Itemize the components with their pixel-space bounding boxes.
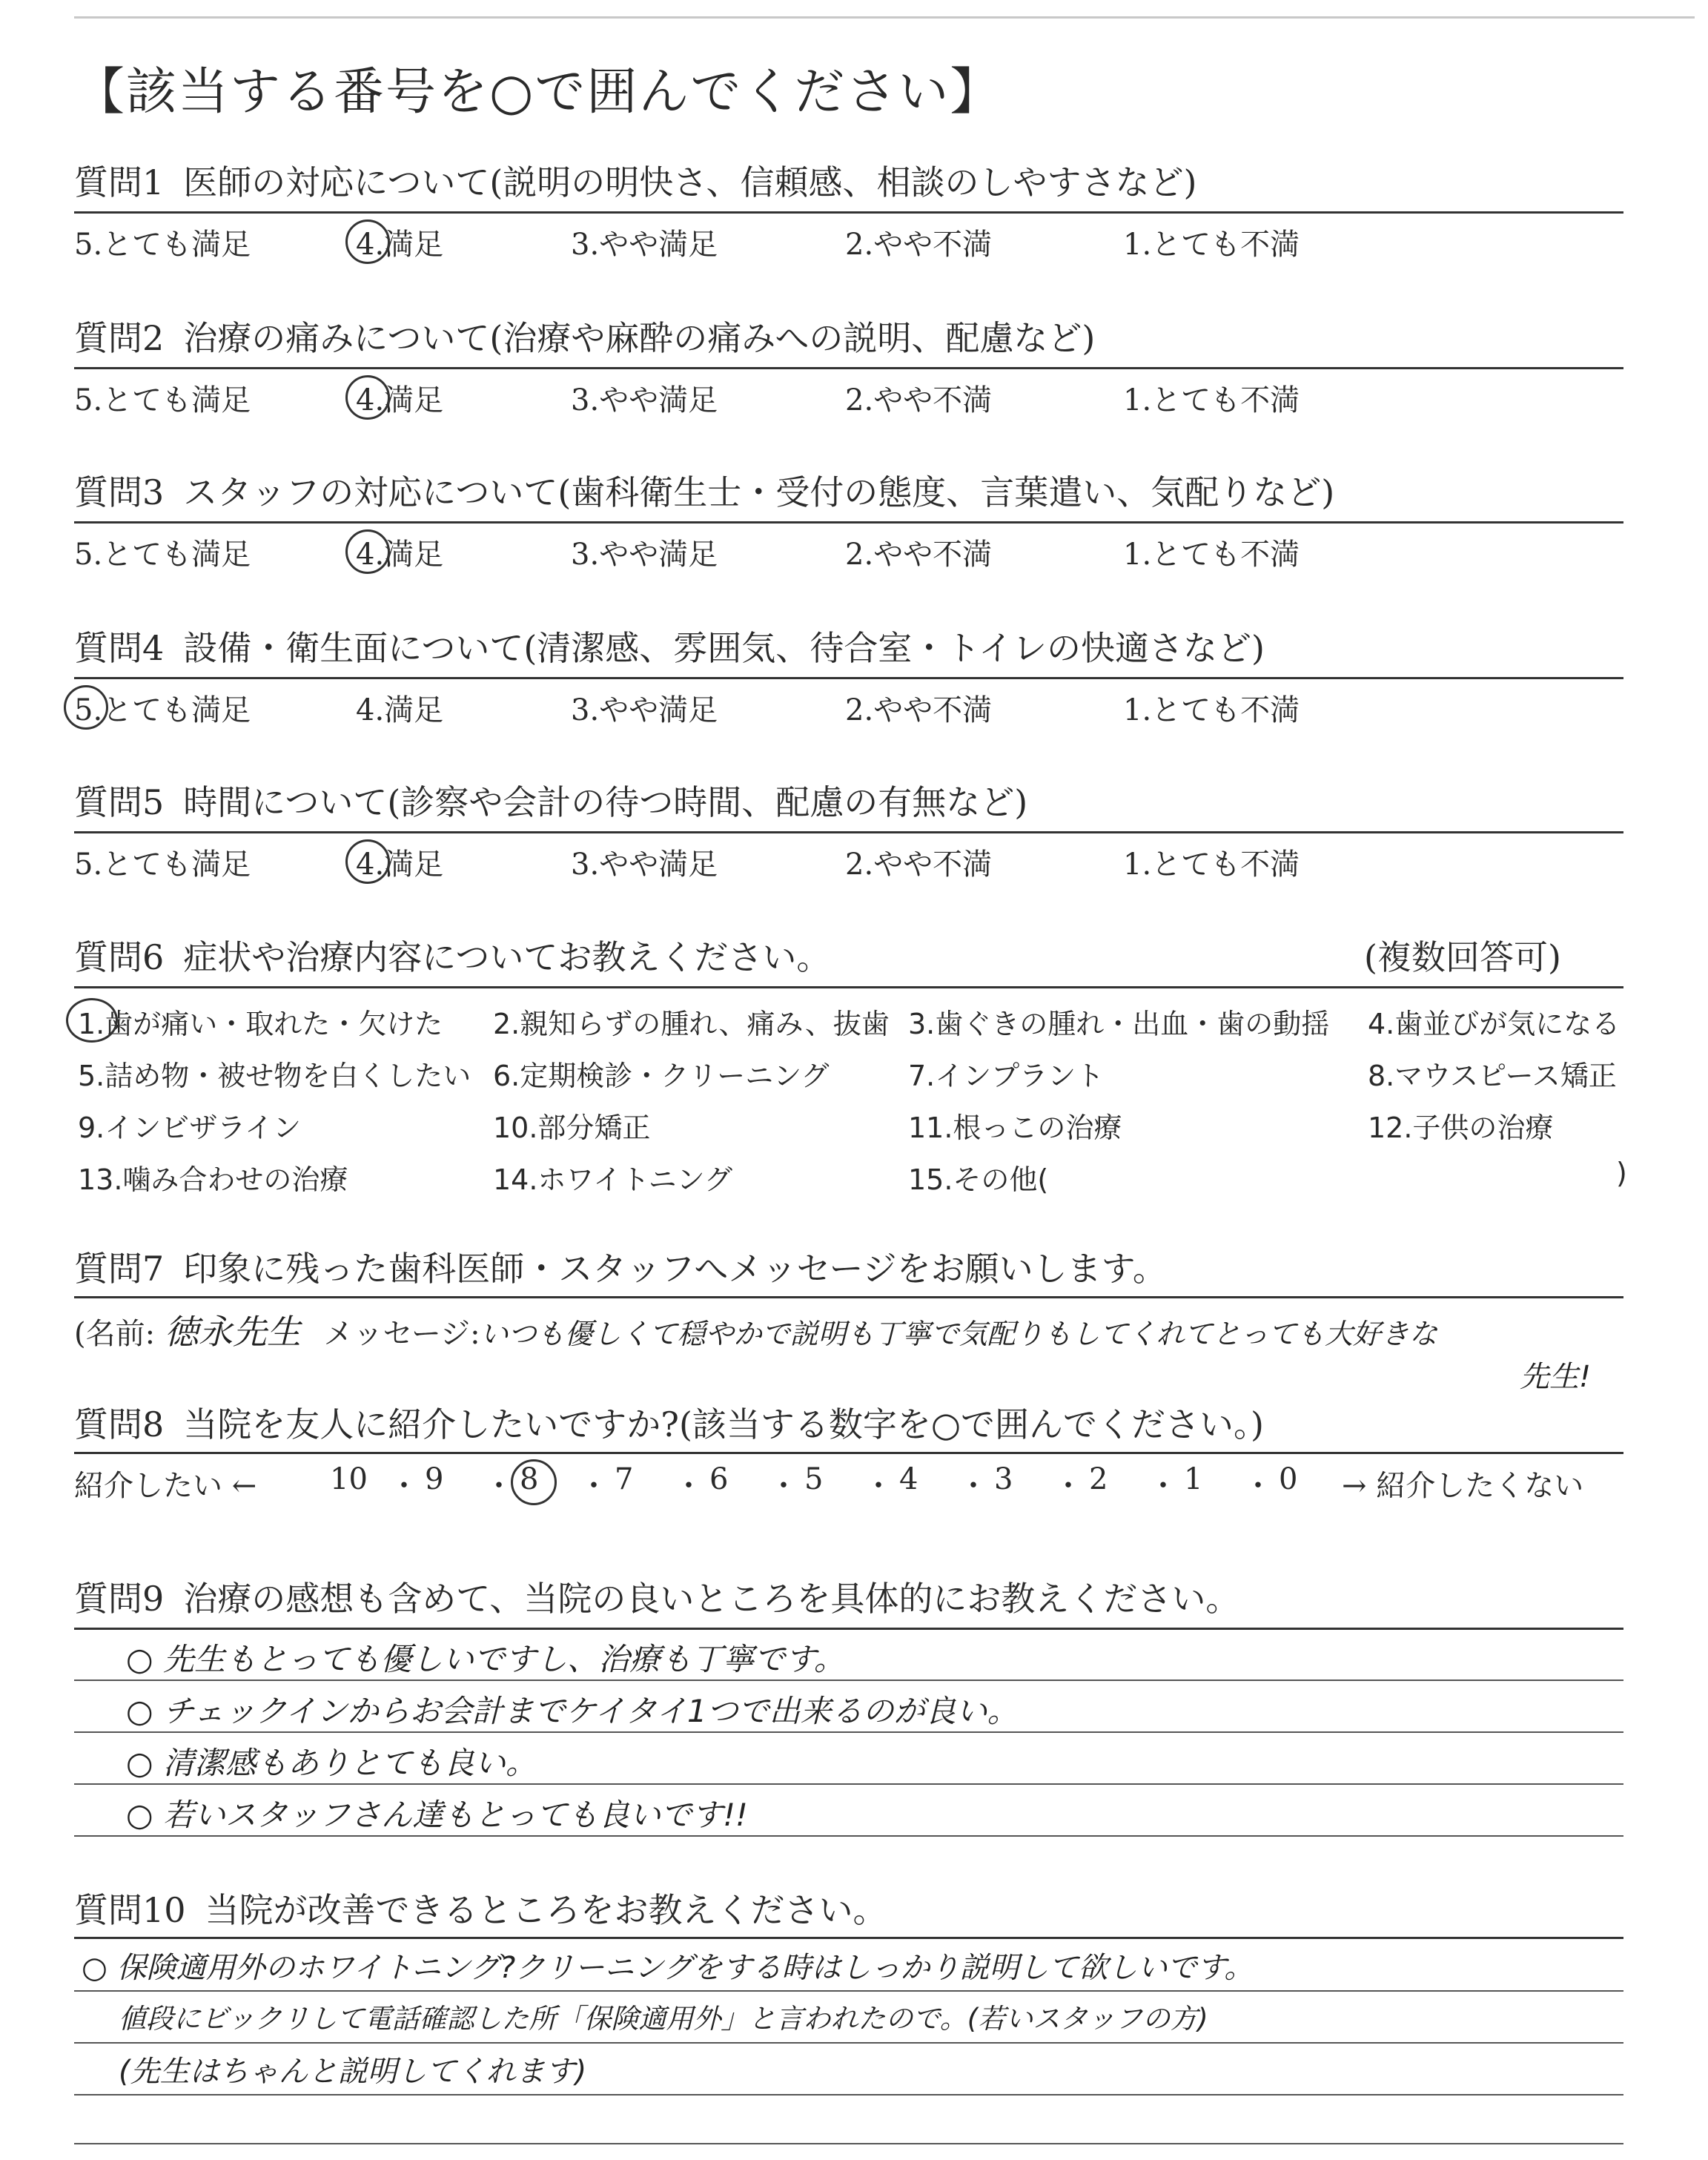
q1-text: 医師の対応について(説明の明快さ、信頼感、相談のしやすさなど): [183, 162, 1197, 202]
q10-heading: [74, 1883, 887, 1932]
q1-option-2: 2.やや不満: [845, 228, 993, 262]
q7-answer-line: [74, 1305, 1437, 1354]
q1-option-5: 5.とても満足: [74, 228, 251, 262]
q5-label: 質問5: [74, 782, 165, 822]
q3-rule: [74, 521, 1623, 524]
q4-option-2: 2.やや不満: [845, 693, 993, 727]
q9-answer-rule: [74, 1835, 1623, 1837]
q4-option-3: 3.やや満足: [571, 693, 718, 727]
q3-option-1: 1.とても不満: [1123, 538, 1300, 572]
q1-heading: [74, 156, 1196, 205]
q6-item: 2.親知らずの腫れ、痛み、抜歯: [493, 1008, 890, 1040]
q6-item: 13.噛み合わせの治療: [78, 1163, 348, 1196]
q10-text: 当院が改善できるところをお教えください。: [205, 1890, 887, 1930]
q8-left-label: 紹介したい ←: [74, 1469, 257, 1503]
q8-scale-dot: ・: [959, 1469, 988, 1503]
q5-rule: [74, 831, 1623, 833]
q8-rule: [74, 1452, 1623, 1454]
q6-item: 12.子供の治療: [1368, 1112, 1554, 1144]
q4-option-5: 5.とても満足: [74, 693, 251, 727]
q5-option-2: 2.やや不満: [845, 848, 993, 882]
q8-scale-dot: ・: [769, 1469, 798, 1503]
q3-option-3: 3.やや満足: [571, 538, 718, 572]
q2-text: 治療の痛みについて(治療や麻酔の痛みへの説明、配慮など): [183, 318, 1096, 358]
q9-rule: [74, 1628, 1623, 1630]
q8-scale-value: 9: [425, 1462, 444, 1496]
q4-selected-circle: [64, 685, 108, 730]
q1-option-1: 1.とても不満: [1123, 228, 1300, 262]
q8-scale-dot: ・: [579, 1469, 609, 1503]
q4-option-4: 4.満足: [356, 693, 444, 727]
q1-option-3: 3.やや満足: [571, 228, 718, 262]
q8-scale-value: 1: [1184, 1462, 1203, 1496]
q4-text: 設備・衛生面について(清潔感、雰囲気、待合室・トイレの快適さなど): [183, 628, 1265, 668]
q6-heading: [74, 931, 830, 980]
q5-heading: [74, 776, 1027, 825]
q8-text: 当院を友人に紹介したいですか?(該当する数字を○で囲んでください。): [183, 1404, 1264, 1444]
q8-scale-dot: ・: [1148, 1469, 1178, 1503]
q6-item: 8.マウスピース矯正: [1368, 1060, 1617, 1092]
q6-selected-circle: [66, 998, 118, 1043]
q8-scale-dot: ・: [864, 1469, 893, 1503]
q6-text: 症状や治療内容についてお教えください。: [183, 937, 831, 977]
q9-label: 質問9: [74, 1579, 165, 1619]
q10-answer: ○ 保険適用外のホワイトニング?クリーニングをする時はしっかり説明して欲しいです。: [82, 1951, 1254, 1985]
q8-scale-value: 3: [994, 1462, 1013, 1496]
q10-answer-rule: [74, 2042, 1623, 2044]
q4-heading: [74, 621, 1265, 670]
q1-selected-circle: [345, 219, 390, 264]
q6-item: 7.インプラント: [908, 1060, 1105, 1092]
q10-answer-rule: [74, 1990, 1623, 1992]
q7-heading: [74, 1242, 1167, 1291]
q7-text: 印象に残った歯科医師・スタッフへメッセージをお願いします。: [183, 1249, 1167, 1289]
q2-option-2: 2.やや不満: [845, 383, 993, 417]
q2-option-1: 1.とても不満: [1123, 383, 1300, 417]
q9-answer-rule: [74, 1680, 1623, 1681]
q8-scale-dot: ・: [484, 1469, 514, 1503]
q2-selected-circle: [345, 375, 390, 420]
q10-answer: 値段にビックリして電話確認した所「保険適用外」と言われたので。(若いスタッフの方): [119, 2003, 1208, 2035]
q3-heading: [74, 466, 1334, 515]
q8-scale-value: 0: [1279, 1462, 1298, 1496]
q8-right-label: → 紹介したくない: [1342, 1469, 1584, 1503]
q5-text: 時間について(診察や会計の待つ時間、配慮の有無など): [183, 782, 1028, 822]
q5-selected-circle: [345, 839, 390, 884]
q6-item: 15.その他(: [908, 1163, 1049, 1196]
q9-answer: ○ 若いスタッフさん達もとっても良いです!!: [126, 1797, 748, 1833]
q9-answer-rule: [74, 1731, 1623, 1733]
q7-rule: [74, 1296, 1623, 1298]
q2-heading: [74, 311, 1095, 360]
q10-answer-rule: [74, 2094, 1623, 2095]
q7-message: いつも優しくて穏やかで説明も丁寧で気配りもしてくれてとっても大好きな: [480, 1318, 1437, 1350]
q3-option-5: 5.とても満足: [74, 538, 251, 572]
q3-label: 質問3: [74, 472, 165, 512]
q8-scale-value: 4: [899, 1462, 918, 1496]
q7-label: 質問7: [74, 1249, 165, 1289]
q6-note: (複数回答可): [1364, 937, 1561, 977]
q6-item: 10.部分矯正: [493, 1112, 651, 1144]
q6-item: 6.定期検診・クリーニング: [493, 1060, 830, 1092]
q4-option-1: 1.とても不満: [1123, 693, 1300, 727]
q3-option-4: 4.満足: [356, 538, 444, 572]
q7-prefix: (名前:: [74, 1317, 156, 1351]
q3-option-2: 2.やや不満: [845, 538, 993, 572]
q2-option-3: 3.やや満足: [571, 383, 718, 417]
q2-option-4: 4.満足: [356, 383, 444, 417]
q2-rule: [74, 367, 1623, 369]
page-title: 【該当する番号を○で囲んでください】: [74, 63, 1002, 122]
q4-label: 質問4: [74, 628, 165, 668]
q2-option-5: 5.とても満足: [74, 383, 251, 417]
q5-option-5: 5.とても満足: [74, 848, 251, 882]
q7-message-cont: 先生!: [1520, 1360, 1592, 1394]
q3-text: スタッフの対応について(歯科衛生士・受付の態度、言葉遣い、気配りなど): [183, 472, 1335, 512]
q6-item: 5.詰め物・被せ物を白くしたい: [78, 1060, 471, 1092]
q10-answer-rule: [74, 2143, 1623, 2144]
q10-label: 質問10: [74, 1890, 186, 1930]
q8-scale-dot: ・: [1053, 1469, 1083, 1503]
q8-scale-dot: ・: [1243, 1469, 1273, 1503]
top-edge-line: [74, 16, 1695, 19]
q3-selected-circle: [345, 529, 390, 574]
q10-answer: (先生はちゃんと説明してくれます): [119, 2055, 587, 2089]
q7-message-label: メッセージ:: [323, 1317, 480, 1351]
q9-answer: ○ チェックインからお会計までケイタイ1つで出来るのが良い。: [126, 1693, 1019, 1729]
q8-scale-value: 6: [709, 1462, 729, 1496]
q1-option-4: 4.満足: [356, 228, 444, 262]
q4-rule: [74, 677, 1623, 679]
q7-name: 徳永先生: [164, 1312, 301, 1352]
q8-scale-value: 7: [615, 1462, 634, 1496]
q8-scale-value: 8: [520, 1462, 539, 1496]
q6-item: 4.歯並びが気になる: [1368, 1008, 1621, 1040]
q6-item: 1.歯が痛い・取れた・欠けた: [78, 1008, 443, 1040]
q8-scale-value: 2: [1089, 1462, 1108, 1496]
q9-text: 治療の感想も含めて、当院の良いところを具体的にお教えください。: [183, 1579, 1240, 1619]
q8-label: 質問8: [74, 1404, 165, 1444]
q6-item: ): [1616, 1157, 1627, 1189]
q6-label: 質問6: [74, 937, 165, 977]
q2-label: 質問2: [74, 318, 165, 358]
q9-answer: ○ 先生もとっても優しいですし、治療も丁寧です。: [126, 1641, 845, 1677]
q1-label: 質問1: [74, 162, 165, 202]
q8-scale-dot: ・: [389, 1469, 419, 1503]
q9-heading: [74, 1572, 1239, 1621]
q5-option-4: 4.満足: [356, 848, 444, 882]
q8-scale-dot: ・: [674, 1469, 704, 1503]
q5-option-3: 3.やや満足: [571, 848, 718, 882]
q8-heading: [74, 1398, 1264, 1447]
q8-scale-value: 5: [804, 1462, 824, 1496]
q6-item: 14.ホワイトニング: [493, 1163, 733, 1196]
q1-rule: [74, 211, 1623, 214]
q5-option-1: 1.とても不満: [1123, 848, 1300, 882]
q6-rule: [74, 986, 1623, 988]
q8-selected-circle: [511, 1459, 557, 1505]
q9-answer: ○ 清潔感もありとても良い。: [126, 1745, 537, 1781]
q6-item: 11.根っこの治療: [908, 1112, 1122, 1144]
q8-scale-value: 10: [330, 1462, 368, 1496]
q6-item: 9.インビザライン: [78, 1112, 302, 1144]
q6-item: 3.歯ぐきの腫れ・出血・歯の動揺: [908, 1008, 1330, 1040]
q10-rule: [74, 1937, 1623, 1939]
q9-answer-rule: [74, 1783, 1623, 1785]
